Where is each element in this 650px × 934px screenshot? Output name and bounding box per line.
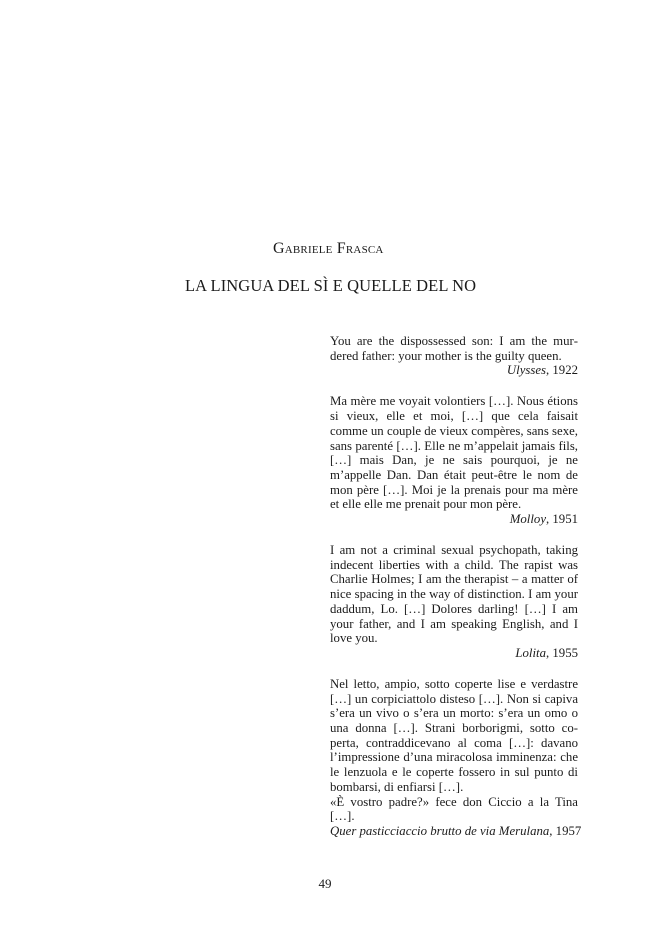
quote-paragraph: «È vostro padre?» fece don Ciccio a la Tina […]. <box>330 794 578 824</box>
source-work: Lolita <box>515 645 546 660</box>
epigraph-source <box>330 363 578 378</box>
page-number: 49 <box>318 876 332 891</box>
epigraph-quote <box>330 677 578 824</box>
source-work: Quer pasticciaccio brutto de via Merulana <box>330 823 550 838</box>
source-year: , 1922 <box>546 363 578 378</box>
author-name: Gabriele Frasca <box>273 240 384 257</box>
source-year: , 1951 <box>546 512 578 527</box>
epigraph-quote <box>330 543 578 646</box>
epigraph-source <box>330 823 582 839</box>
essay-title: LA LINGUA DEL SÌ E QUELLE DEL NO <box>185 276 477 295</box>
epigraph-quote <box>330 334 578 363</box>
quote-paragraph: I am not a criminal sexual psychopath, taking indecent liberties with a child. The rapist was Charlie Holmes; I am the therapist – a matter of nice spacing in the way of distinction. I am your daddum, Lo. […] Dolores darling! […] I am your father, and I am speaking English, and I love you. <box>330 543 578 646</box>
epigraph-pasticciaccio <box>330 676 582 839</box>
quote-paragraph: Ma mère me voyait volontiers […]. Nous étions si vieux, elle et moi, […] que cela faisait comme un couple de vieux compères, sans sexe, sans parenté […]. Elle ne m’appelait jamais fils, […] mais Dan, je ne sais pourquoi, je ne m’appelle Dan. Dan était peut-être le nom de mon père […]. Moi je la prenais pour ma mère et elle elle me prenait pour mon père. <box>330 394 578 512</box>
epigraph-source <box>330 512 578 527</box>
epigraph-molloy <box>330 394 578 527</box>
epigraph-ulysses <box>330 334 578 378</box>
source-year: , 1955 <box>546 645 578 660</box>
epigraphs <box>330 334 582 855</box>
epigraph-source <box>330 646 578 661</box>
quote-paragraph: Nel letto, ampio, sotto coperte lise e verdastre […] un corpiciattolo disteso […]. Non si capiva s’era un vivo o s’era un morto: s’era un omo o una donna […]. Strani borborigmi, sotto coperta, contraddicevano al coma […]: davano l’impressione d’una miracolosa imminenza: che le lenzuola e le coperte fossero in sul punto di bombarsi, di enfiarsi […]. <box>330 676 578 794</box>
epigraph-quote <box>330 394 578 512</box>
quote-paragraph: You are the dispossessed son: I am the murdered father: your mother is the guilty queen. <box>330 334 578 363</box>
epigraph-lolita <box>330 543 578 661</box>
source-work: Ulysses <box>506 363 546 378</box>
source-year: , 1957 <box>549 823 582 838</box>
source-work: Molloy <box>509 512 546 527</box>
